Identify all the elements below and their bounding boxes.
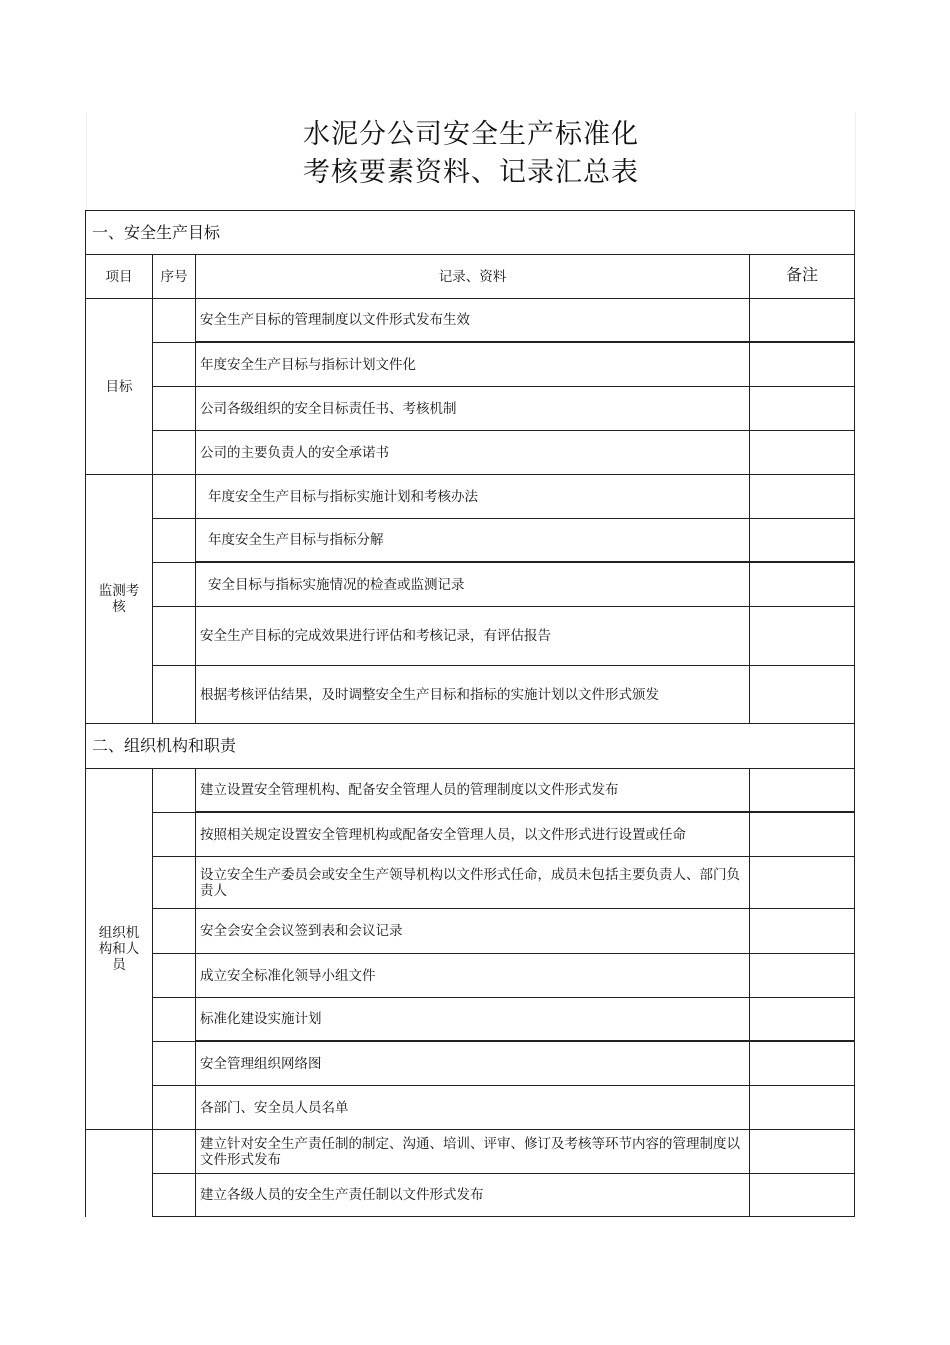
seq-cell xyxy=(153,1042,196,1086)
section-header-organization: 二、组织机构和职责 xyxy=(86,724,855,769)
category-goals: 目标 xyxy=(86,299,153,475)
table-row: 按照相关规定设置安全管理机构或配备安全管理人员，以文件形式进行设置或任命 xyxy=(196,813,750,857)
note-cell xyxy=(750,998,855,1042)
note-cell xyxy=(750,299,855,343)
seq-cell xyxy=(153,769,196,813)
table-row: 公司各级组织的安全目标责任书、考核机制 xyxy=(196,387,750,431)
table-row: 年度安全生产目标与指标实施计划和考核办法 xyxy=(196,475,750,519)
seq-cell xyxy=(153,431,196,475)
seq-cell xyxy=(153,666,196,724)
seq-cell xyxy=(153,954,196,998)
table-row: 建立设置安全管理机构、配备安全管理人员的管理制度以文件形式发布 xyxy=(196,769,750,813)
seq-cell xyxy=(153,387,196,431)
seq-cell xyxy=(153,857,196,909)
note-cell xyxy=(750,1042,855,1086)
table-row: 标准化建设实施计划 xyxy=(196,998,750,1042)
table-row: 建立各级人员的安全生产责任制以文件形式发布 xyxy=(196,1174,750,1217)
seq-cell xyxy=(153,998,196,1042)
note-cell xyxy=(750,519,855,563)
seq-cell xyxy=(153,813,196,857)
note-cell xyxy=(750,475,855,519)
table-row: 成立安全标准化领导小组文件 xyxy=(196,954,750,998)
seq-cell xyxy=(153,299,196,343)
table-row: 年度安全生产目标与指标计划文件化 xyxy=(196,343,750,387)
note-cell xyxy=(750,666,855,724)
table-row: 建立针对安全生产责任制的制定、沟通、培训、评审、修订及考核等环节内容的管理制度以文件形式发布 xyxy=(196,1130,750,1174)
note-cell xyxy=(750,909,855,954)
title-block xyxy=(86,112,856,210)
column-header-note: 备注 xyxy=(750,255,855,299)
table-row: 安全生产目标的完成效果进行评估和考核记录，有评估报告 xyxy=(196,607,750,666)
seq-cell xyxy=(153,475,196,519)
seq-cell xyxy=(153,607,196,666)
table-row: 安全生产目标的管理制度以文件形式发布生效 xyxy=(196,299,750,343)
page-title-line2: 考核要素资料、记录汇总表 xyxy=(303,157,639,188)
table-row: 安全管理组织网络图 xyxy=(196,1042,750,1086)
note-cell xyxy=(750,343,855,387)
seq-cell xyxy=(153,563,196,607)
seq-cell xyxy=(153,519,196,563)
column-header-seq: 序号 xyxy=(153,255,196,299)
table-row: 设立安全生产委员会或安全生产领导机构以文件形式任命，成员未包括主要负责人、部门负责人 xyxy=(196,857,750,909)
category-responsibilities xyxy=(86,1130,153,1217)
seq-cell xyxy=(153,1130,196,1174)
section-header-safety-goals: 一、安全生产目标 xyxy=(86,211,855,255)
note-cell xyxy=(750,954,855,998)
page-title-line1: 水泥分公司安全生产标准化 xyxy=(303,119,639,150)
category-organization: 组织机构和人员 xyxy=(86,769,153,1130)
category-monitoring: 监测考核 xyxy=(86,475,153,724)
table-row: 安全会安全会议签到表和会议记录 xyxy=(196,909,750,954)
seq-cell xyxy=(153,909,196,954)
table-row: 根据考核评估结果，及时调整安全生产目标和指标的实施计划以文件形式颁发 xyxy=(196,666,750,724)
note-cell xyxy=(750,431,855,475)
seq-cell xyxy=(153,1174,196,1217)
note-cell xyxy=(750,857,855,909)
note-cell xyxy=(750,1174,855,1217)
note-cell xyxy=(750,387,855,431)
note-cell xyxy=(750,607,855,666)
table-row: 安全目标与指标实施情况的检查或监测记录 xyxy=(196,563,750,607)
note-cell xyxy=(750,563,855,607)
note-cell xyxy=(750,1130,855,1174)
note-cell xyxy=(750,1086,855,1130)
column-header-record: 记录、资料 xyxy=(196,255,750,299)
table-row: 公司的主要负责人的安全承诺书 xyxy=(196,431,750,475)
table-row: 各部门、安全员人员名单 xyxy=(196,1086,750,1130)
table-row: 年度安全生产目标与指标分解 xyxy=(196,519,750,563)
seq-cell xyxy=(153,343,196,387)
note-cell xyxy=(750,813,855,857)
seq-cell xyxy=(153,1086,196,1130)
note-cell xyxy=(750,769,855,813)
column-header-item: 项目 xyxy=(86,255,153,299)
